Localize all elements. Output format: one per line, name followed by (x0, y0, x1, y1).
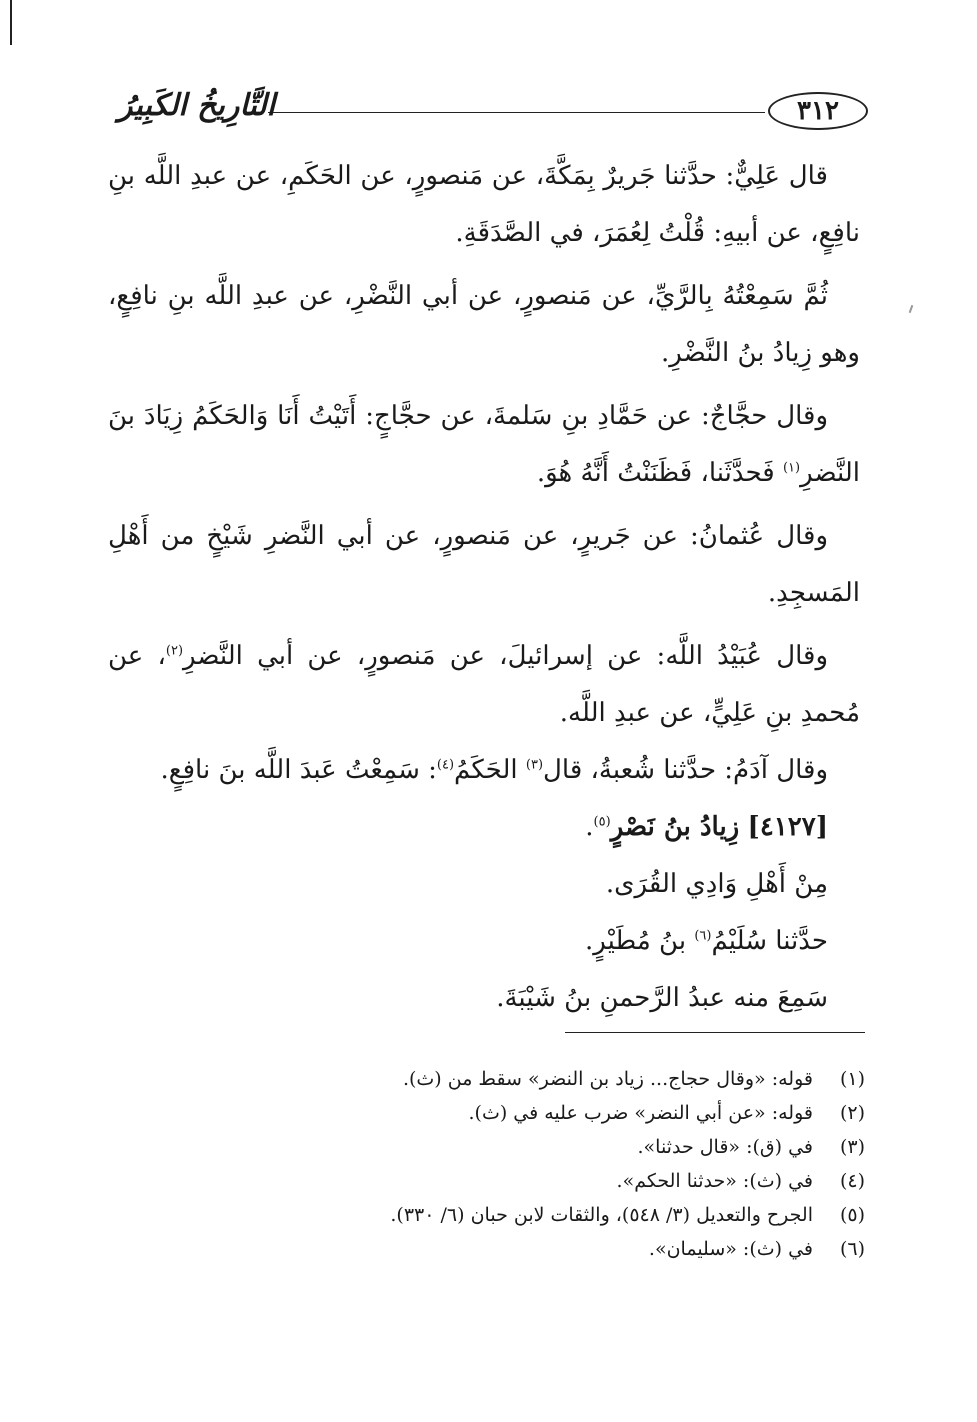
entry-line: مِنْ أَهْلِ وَادِي القُرَى. (605, 869, 828, 899)
entry-heading (108, 799, 860, 856)
stray-mark (909, 305, 914, 313)
footnote-ref[interactable]: (٥) (593, 814, 611, 830)
footnote-ref[interactable]: (١) (782, 460, 801, 476)
paragraph-text: : سَمِعْتُ عَبدَ اللَّه بنَ نافِعٍ. (160, 755, 437, 785)
footnote-number: (١) (839, 1068, 865, 1090)
footnotes-section (165, 1062, 865, 1266)
entry-name: زِيادُ بنُ نَصْرٍ (610, 812, 740, 842)
footnote-text: الجرح والتعديل (٣/ ٥٤٨)، والثقات لابن حبان (٦/ ٣٣٠). (390, 1204, 813, 1226)
footnote-ref[interactable]: (٦) (694, 928, 712, 944)
paragraph-text: ، عن مُحمدِ بنِ عَلِيٍّ، عن عبدِ اللَّه. (108, 641, 860, 728)
footnote-text: قوله: «عن أبي النضر» ضرب عليه في (ث). (468, 1102, 813, 1124)
paragraph-text: فَحدَّثَنا، فَظَنَنْتُ أَنَّهُ هُوَ. (536, 458, 783, 488)
entry-line-text: بنُ مُطَيْرٍ. (585, 926, 695, 956)
paragraph: ثُمَّ سَمِعْتُهُ بِالرَّيِّ، عن مَنصورٍ، عن أبي النَّضْرِ، عن عبدِ اللَّه بنِ نافِعٍ، وهو زِيادُ بنُ النَّضْرِ. (108, 281, 860, 368)
footnote-text: قوله: «وقال حجاج... زياد بن النضر» سقط من (ث). (402, 1068, 813, 1090)
footnote-number: (٥) (839, 1204, 865, 1226)
footnote (165, 1164, 865, 1198)
footnote (165, 1232, 865, 1266)
paragraph-text: وقال عُبَيْدُ اللَّه: عن إسرائيلَ، عن مَنصورٍ، عن أبي النَّضرِ (183, 641, 828, 671)
footnote-text: في (ث): «سليمان». (648, 1238, 813, 1260)
footnote-number: (٣) (839, 1136, 865, 1158)
header-rule (268, 112, 765, 113)
paragraph-text: وقال حجَّاجٌ: عن حَمَّادِ بنِ سَلمةَ، عن حجَّاجٍ: أَتَيْتُ أَنَا وَالحَكَمُ زِيَادَ بنَ النَّضرِ (108, 401, 860, 488)
paragraph (108, 742, 860, 799)
page-header (118, 88, 868, 138)
footnote-ref[interactable]: (٤) (436, 757, 455, 773)
footnote (165, 1198, 865, 1232)
paragraph-text: وقال آدَمُ: حدَّثنا شُعبةُ، قال (543, 755, 828, 785)
entry-name-end: . (585, 812, 594, 842)
binding-edge-line (10, 0, 12, 45)
paragraph (108, 388, 860, 502)
footnote-separator (565, 1032, 865, 1033)
footnote (165, 1096, 865, 1130)
main-text (108, 148, 860, 1027)
paragraph: قال عَلِيٌّ: حدَّثنا جَريرٌ بِمَكَّةَ، عن مَنصورٍ، عن الحَكَمِ، عن عبدِ اللَّه بنِ نافِعٍ، عن أبيهِ: قُلْتُ لِعُمَرَ، في الصَّدَقَةِ. (108, 161, 860, 248)
paragraph-text: الحَكَمُ (454, 755, 526, 785)
footnote (165, 1130, 865, 1164)
entry-number: [٤١٢٧] (747, 812, 828, 842)
running-title: التَّارِيخُ الكَبِيرُ (118, 88, 276, 123)
entry-line-text: حدَّثنا سُلَيْمُ (711, 926, 828, 956)
paragraph: وقال عُثمانُ: عن جَريرٍ، عن مَنصورٍ، عن أبي النَّضرِ شَيْخٍ من أَهْلِ المَسجِدِ. (108, 521, 860, 608)
footnote-text: في (ق): «قال حدثنا». (637, 1136, 813, 1158)
footnote (165, 1062, 865, 1096)
page-number: ٣١٢ (768, 92, 868, 130)
footnote-number: (٤) (839, 1170, 865, 1192)
footnote-number: (٦) (839, 1238, 865, 1260)
entry-line: سَمِعَ منه عبدُ الرَّحمنِ بنُ شَيْبَةَ. (496, 983, 828, 1013)
footnote-ref[interactable]: (٣) (525, 757, 544, 773)
footnote-ref[interactable]: (٢) (165, 643, 184, 659)
paragraph (108, 628, 860, 742)
entry-line (108, 913, 860, 970)
footnote-text: في (ث): «حدثنا الحكم». (616, 1170, 813, 1192)
footnote-number: (٢) (839, 1102, 865, 1124)
